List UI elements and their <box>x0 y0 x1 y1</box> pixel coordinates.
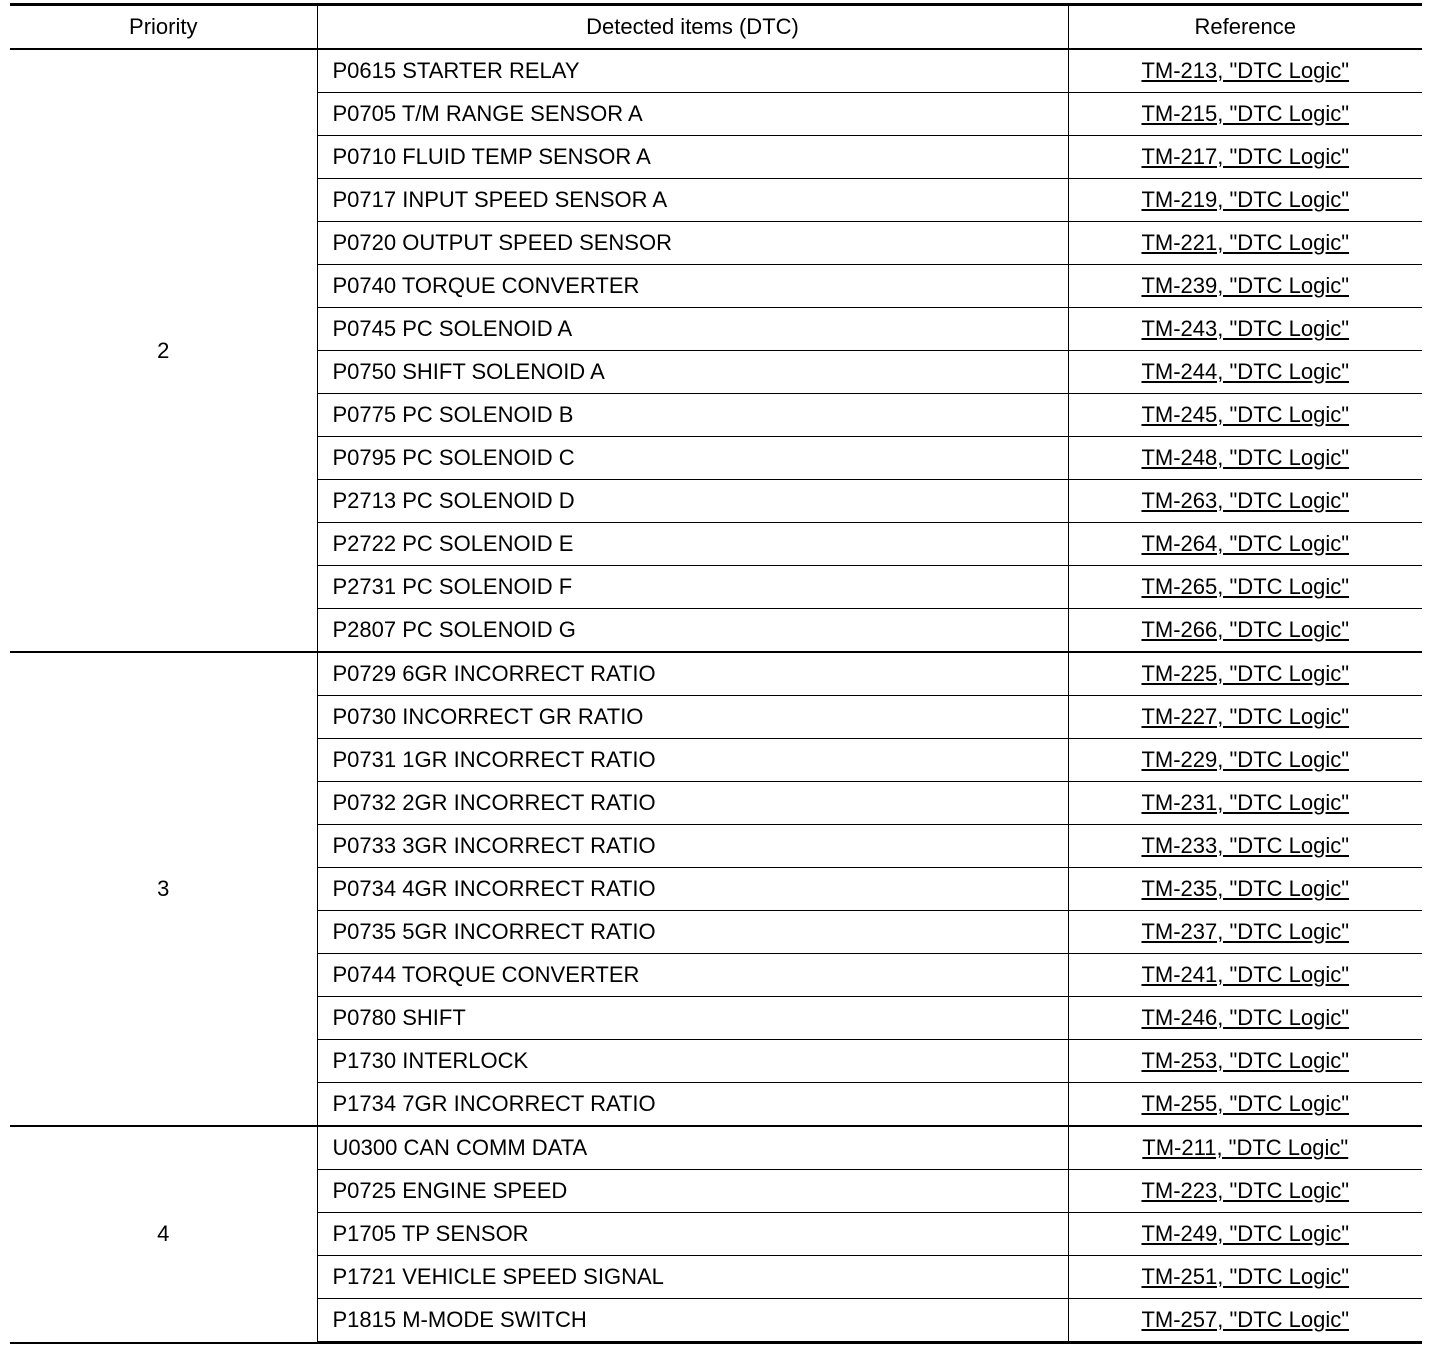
reference-link[interactable]: TM-266, "DTC Logic" <box>1141 617 1350 642</box>
reference-cell <box>1068 954 1422 997</box>
reference-link[interactable]: TM-217, "DTC Logic" <box>1141 144 1350 169</box>
reference-cell <box>1068 868 1422 911</box>
dtc-item-cell: P0734 4GR INCORRECT RATIO <box>317 868 1068 911</box>
reference-cell <box>1068 1170 1422 1213</box>
reference-cell <box>1068 825 1422 868</box>
header-detected-items: Detected items (DTC) <box>317 5 1068 50</box>
reference-link[interactable]: TM-249, "DTC Logic" <box>1141 1221 1350 1246</box>
reference-link[interactable]: TM-245, "DTC Logic" <box>1141 402 1350 427</box>
reference-link[interactable]: TM-235, "DTC Logic" <box>1141 876 1350 901</box>
reference-cell <box>1068 609 1422 653</box>
reference-cell <box>1068 911 1422 954</box>
dtc-item-cell: P0750 SHIFT SOLENOID A <box>317 351 1068 394</box>
reference-cell <box>1068 222 1422 265</box>
dtc-item-cell: P2713 PC SOLENOID D <box>317 480 1068 523</box>
dtc-item-cell: P1721 VEHICLE SPEED SIGNAL <box>317 1256 1068 1299</box>
reference-link[interactable]: TM-244, "DTC Logic" <box>1141 359 1350 384</box>
reference-cell <box>1068 136 1422 179</box>
dtc-item-cell: P0729 6GR INCORRECT RATIO <box>317 652 1068 696</box>
dtc-item-cell: P0735 5GR INCORRECT RATIO <box>317 911 1068 954</box>
reference-link[interactable]: TM-248, "DTC Logic" <box>1141 445 1350 470</box>
reference-cell <box>1068 523 1422 566</box>
reference-link[interactable]: TM-237, "DTC Logic" <box>1141 919 1350 944</box>
reference-cell <box>1068 394 1422 437</box>
reference-link[interactable]: TM-241, "DTC Logic" <box>1141 962 1350 987</box>
table-header-row <box>10 5 1422 50</box>
dtc-item-cell: P0717 INPUT SPEED SENSOR A <box>317 179 1068 222</box>
dtc-item-cell: P2722 PC SOLENOID E <box>317 523 1068 566</box>
reference-cell <box>1068 652 1422 696</box>
priority-cell: 3 <box>10 652 317 1126</box>
header-priority: Priority <box>10 5 317 50</box>
reference-cell <box>1068 93 1422 136</box>
reference-link[interactable]: TM-231, "DTC Logic" <box>1141 790 1350 815</box>
reference-link[interactable]: TM-257, "DTC Logic" <box>1141 1307 1350 1332</box>
dtc-item-cell: P2807 PC SOLENOID G <box>317 609 1068 653</box>
reference-link[interactable]: TM-251, "DTC Logic" <box>1141 1264 1350 1289</box>
reference-cell <box>1068 1299 1422 1343</box>
dtc-item-cell: P0730 INCORRECT GR RATIO <box>317 696 1068 739</box>
reference-cell <box>1068 1256 1422 1299</box>
reference-cell <box>1068 1040 1422 1083</box>
reference-link[interactable]: TM-225, "DTC Logic" <box>1141 661 1350 686</box>
reference-cell <box>1068 739 1422 782</box>
table-row <box>10 49 1422 93</box>
reference-cell <box>1068 566 1422 609</box>
dtc-item-cell: P0744 TORQUE CONVERTER <box>317 954 1068 997</box>
dtc-item-cell: P1815 M-MODE SWITCH <box>317 1299 1068 1343</box>
reference-cell <box>1068 997 1422 1040</box>
table-row <box>10 652 1422 696</box>
reference-cell <box>1068 265 1422 308</box>
reference-cell <box>1068 437 1422 480</box>
dtc-item-cell: P0740 TORQUE CONVERTER <box>317 265 1068 308</box>
reference-cell <box>1068 1083 1422 1127</box>
dtc-item-cell: P1734 7GR INCORRECT RATIO <box>317 1083 1068 1127</box>
reference-link[interactable]: TM-253, "DTC Logic" <box>1141 1048 1350 1073</box>
reference-cell <box>1068 49 1422 93</box>
reference-link[interactable]: TM-211, "DTC Logic" <box>1142 1135 1349 1160</box>
reference-cell <box>1068 696 1422 739</box>
header-reference: Reference <box>1068 5 1422 50</box>
reference-link[interactable]: TM-219, "DTC Logic" <box>1141 187 1350 212</box>
dtc-item-cell: P0731 1GR INCORRECT RATIO <box>317 739 1068 782</box>
dtc-priority-table <box>10 3 1422 1344</box>
reference-link[interactable]: TM-221, "DTC Logic" <box>1141 230 1350 255</box>
dtc-item-cell: P0615 STARTER RELAY <box>317 49 1068 93</box>
reference-link[interactable]: TM-255, "DTC Logic" <box>1141 1091 1350 1116</box>
reference-link[interactable]: TM-243, "DTC Logic" <box>1141 316 1350 341</box>
reference-link[interactable]: TM-233, "DTC Logic" <box>1141 833 1350 858</box>
dtc-item-cell: U0300 CAN COMM DATA <box>317 1126 1068 1170</box>
reference-link[interactable]: TM-215, "DTC Logic" <box>1141 101 1350 126</box>
dtc-item-cell: P0733 3GR INCORRECT RATIO <box>317 825 1068 868</box>
table-body <box>10 49 1422 1343</box>
priority-cell: 4 <box>10 1126 317 1343</box>
reference-link[interactable]: TM-229, "DTC Logic" <box>1141 747 1350 772</box>
dtc-item-cell: P0745 PC SOLENOID A <box>317 308 1068 351</box>
reference-link[interactable]: TM-265, "DTC Logic" <box>1141 574 1350 599</box>
dtc-item-cell: P1730 INTERLOCK <box>317 1040 1068 1083</box>
priority-cell: 2 <box>10 49 317 652</box>
reference-cell <box>1068 179 1422 222</box>
dtc-item-cell: P0732 2GR INCORRECT RATIO <box>317 782 1068 825</box>
dtc-item-cell: P0725 ENGINE SPEED <box>317 1170 1068 1213</box>
reference-link[interactable]: TM-263, "DTC Logic" <box>1141 488 1350 513</box>
dtc-item-cell: P0710 FLUID TEMP SENSOR A <box>317 136 1068 179</box>
reference-link[interactable]: TM-239, "DTC Logic" <box>1141 273 1350 298</box>
reference-link[interactable]: TM-227, "DTC Logic" <box>1141 704 1350 729</box>
dtc-item-cell: P0720 OUTPUT SPEED SENSOR <box>317 222 1068 265</box>
dtc-item-cell: P1705 TP SENSOR <box>317 1213 1068 1256</box>
reference-link[interactable]: TM-264, "DTC Logic" <box>1141 531 1350 556</box>
reference-cell <box>1068 782 1422 825</box>
reference-cell <box>1068 1213 1422 1256</box>
dtc-item-cell: P0775 PC SOLENOID B <box>317 394 1068 437</box>
reference-cell <box>1068 480 1422 523</box>
dtc-item-cell: P0705 T/M RANGE SENSOR A <box>317 93 1068 136</box>
table-row <box>10 1126 1422 1170</box>
dtc-item-cell: P0780 SHIFT <box>317 997 1068 1040</box>
reference-cell <box>1068 308 1422 351</box>
reference-cell <box>1068 1126 1422 1170</box>
reference-link[interactable]: TM-246, "DTC Logic" <box>1141 1005 1350 1030</box>
reference-link[interactable]: TM-223, "DTC Logic" <box>1141 1178 1350 1203</box>
reference-link[interactable]: TM-213, "DTC Logic" <box>1141 58 1350 83</box>
dtc-item-cell: P2731 PC SOLENOID F <box>317 566 1068 609</box>
dtc-item-cell: P0795 PC SOLENOID C <box>317 437 1068 480</box>
reference-cell <box>1068 351 1422 394</box>
